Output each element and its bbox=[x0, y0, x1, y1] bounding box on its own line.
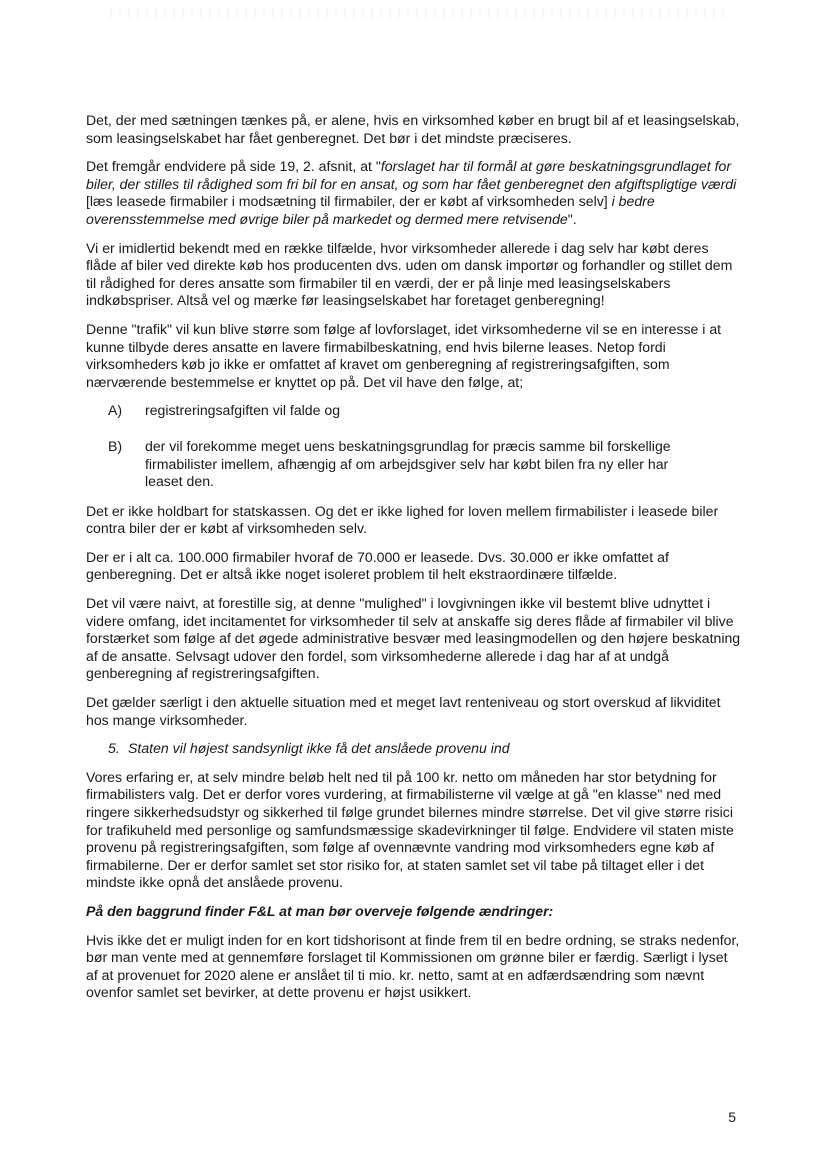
paragraph: Vores erfaring er, at selv mindre beløb helt ned til på 100 kr. netto om måneden har stor betydning for firmabilisters valg. Det er derfor vores vurdering, at firmabilisterne vil vælge at gå "en klasse" ned med ringere sikkerhedsudstyr og sikkerhed til følge grundet bilernes mindre størrelse. Det vil give større risici for trafikuheld med personlige og samfundsmæssige skadevirkninger til følge. Endvidere vil staten miste provenu på registreringsafgiften, som følge af ovennævnte vandring mod virksomheders egne køb af firmabilerne. Der er derfor samlet set stor risiko for, at staten samlet set vil tabe på tiltaget eller i det mindste ikke opnå det anslåede provenu. bbox=[86, 768, 734, 891]
paragraph: Der er i alt ca. 100.000 firmabiler hvoraf de 70.000 er leasede. Dvs. 30.000 er ikke omfattet af genberegning. Det er altså ikke noget isoleret problem til helt ekstraordinære tilfælde. bbox=[86, 548, 669, 583]
list-item bbox=[86, 438, 742, 491]
paragraph: Det er ikke holdbart for statskassen. Og det er ikke lighed for loven mellem firmabilister i leasede biler contra biler der er købt af virksomheden selv. bbox=[86, 502, 719, 537]
list-marker: A) bbox=[108, 402, 123, 419]
paragraph: Det, der med sætningen tænkes på, er alene, hvis en virksomhed køber en brugt bil af et leasingselskab, som leasingselskabet har fået genberegnet. Det bør i det mindste præciseres. bbox=[86, 112, 740, 146]
paragraph: Det vil være naivt, at forestille sig, at denne "mulighed" i lovgivningen ikke vil bestemt blive udnyttet i videre omfang, idet incitamentet for virksomheder til selv at anskaffe sig deres flåde af firmabiler vil blive forstærket som følge af det øgede administrative besvær med leasingmodellen og den højere beskatning af de ansatte. Selvsagt udover den fordel, som virksomhederne allerede i dag har af at undgå genberegning af registreringsafgiften. bbox=[86, 595, 741, 682]
text-run: [læs leasede firmabiler i modsætning til firmabiler, der er købt af virksomheden selv] bbox=[86, 193, 612, 210]
document-body bbox=[86, 112, 742, 1013]
list-marker: B) bbox=[108, 437, 123, 454]
list-text: der vil forekomme meget uens beskatningsgrundlag for præcis samme bil forskellige firmabilister imellem, afhængig af om arbejdsgiver selv har købt bilen fra ny eller har leaset den. bbox=[145, 437, 671, 490]
bold-italic-heading: På den baggrund finder F&L at man bør overveje følgende ændringer: bbox=[86, 902, 554, 919]
list-text: registreringsafgiften vil falde og bbox=[145, 402, 341, 419]
paragraph: Hvis ikke det er muligt inden for en kort tidshorisont at finde frem til en bedre ordning, se straks nedenfor, bør man vente med at gennemføre forslaget til Kommissionen om grønne biler er færdig. Særligt i lyset af at provenuet for 2020 alene er anslået til ti mio. kr. netto, samt at en adfærdsændring som nævnt ovenfor samlet set bevirker, at dette provenu er højst usikkert. bbox=[86, 931, 740, 1001]
paragraph: Denne "trafik" vil kun blive større som følge af lovforslaget, idet virksomhederne vil se en interesse i at kunne tilbyde deres ansatte en lavere firmabilbeskatning, end hvis bilerne leases. Netop fordi virksomheders køb jo ikke er omfattet af kravet om genberegning af registreringsafgiften, som nærværende bestemmelse er knyttet op på. Det vil have den følge, at; bbox=[86, 320, 722, 390]
list-item bbox=[86, 402, 742, 420]
paragraph-quote bbox=[86, 158, 742, 228]
section-title: Staten vil højest sandsynligt ikke få det anslåede provenu ind bbox=[128, 740, 510, 757]
italic-quote: i bedre overensstemmelse med øvrige biler på markedet og dermed mere retvisende bbox=[86, 193, 655, 227]
text-run: Det fremgår endvidere på side 19, 2. afsnit, at " bbox=[86, 158, 381, 175]
text-run: ". bbox=[567, 210, 577, 227]
page-number: 5 bbox=[728, 1109, 736, 1125]
italic-quote: forslaget har til formål at gøre beskatningsgrundlaget for biler, der stilles til rådighed som fri bil for en ansat, og som har fået genberegnet den afgiftspligtige værdi bbox=[86, 158, 737, 192]
paragraph: Vi er imidlertid bekendt med en række tilfælde, hvor virksomheder allerede i dag selv har købt deres flåde af biler ved direkte køb hos producenten dvs. uden om dansk importør og forhandler og stillet dem til rådighed for deres ansatte som firmabiler til en værdi, der er på linje med leasingselskabers indkøbspriser. Altså vel og mærke før leasingselskabet har foretaget genberegning! bbox=[86, 239, 733, 309]
paragraph: Det gælder særligt i den aktuelle situation med et meget lavt renteniveau og stort overskud af likviditet hos mange virksomheder. bbox=[86, 694, 721, 728]
section-heading bbox=[86, 740, 742, 758]
section-number: 5. bbox=[108, 740, 120, 757]
scan-artifact bbox=[110, 8, 730, 18]
